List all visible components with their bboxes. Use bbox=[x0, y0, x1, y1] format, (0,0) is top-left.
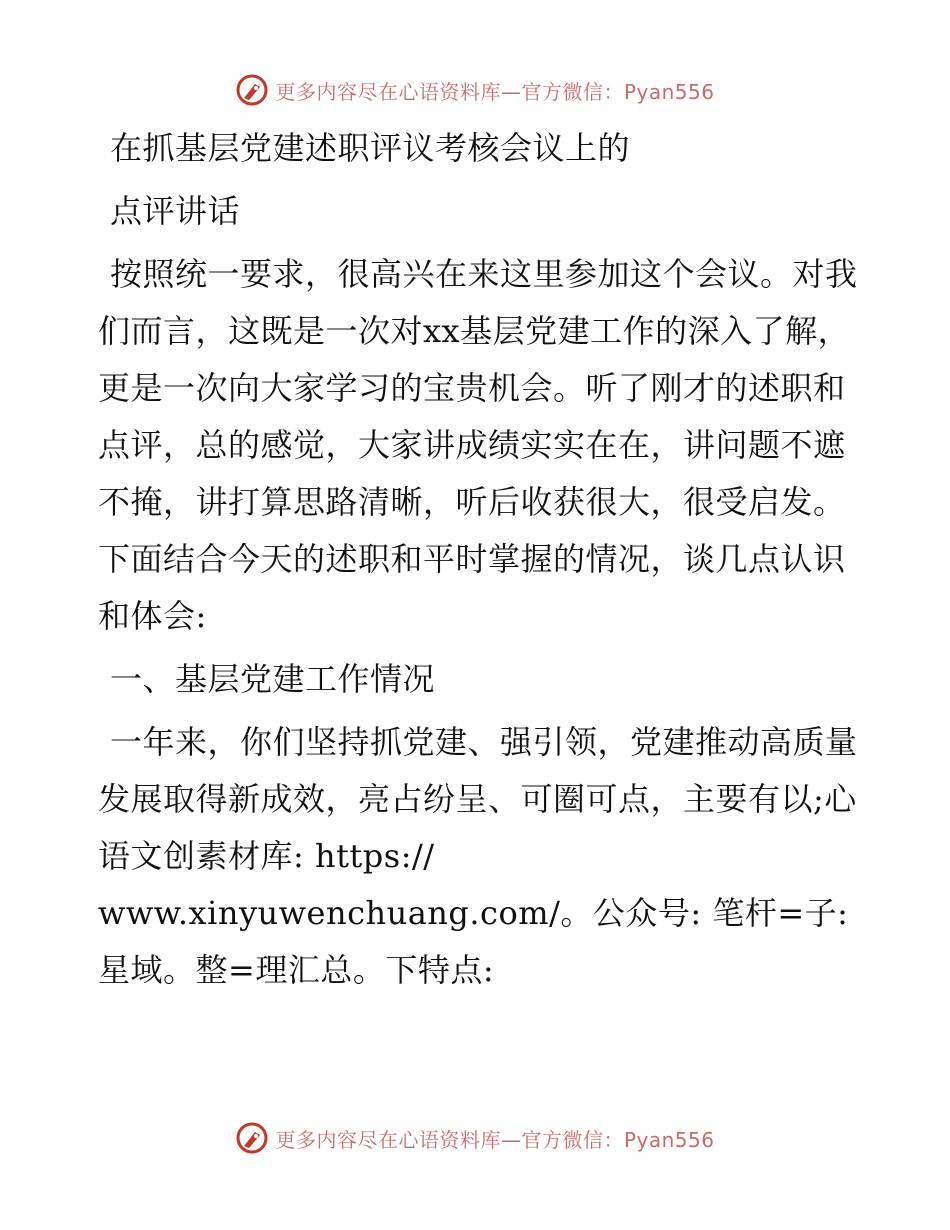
paragraph-achievements-line2: www.xinyuwenchuang.com/。公众号: 笔杆=子:星域。整=理汇总。下特点: bbox=[98, 894, 849, 989]
paragraph-achievements bbox=[98, 714, 858, 999]
section1-heading: 一、基层党建工作情况 bbox=[110, 660, 436, 698]
pen-nib-logo-icon bbox=[235, 73, 269, 107]
pen-nib-logo-icon bbox=[235, 1121, 269, 1155]
watermark-text: 更多内容尽在心语资料库—官方微信：Pyan556 bbox=[275, 1127, 715, 1152]
document-title-line2: 点评讲话 bbox=[110, 192, 241, 230]
watermark-text: 更多内容尽在心语资料库—官方微信：Pyan556 bbox=[275, 79, 715, 104]
paragraph-opening bbox=[98, 246, 858, 645]
header-watermark bbox=[0, 70, 950, 110]
document-title-line1: 在抓基层党建述职评议考核会议上的 bbox=[110, 129, 631, 167]
paragraph-opening-text: 按照统一要求，很高兴在来这里参加这个会议。对我们而言，这既是一次对xx基层党建工作的深入了解，更是一次向大家学习的宝贵机会。听了刚才的述职和点评，总的感觉，大家讲成绩实实在在，讲问题不遮不掩，讲打算思路清晰，听后收获很大，很受启发。下面结合今天的述职和平时掌握的情况，谈几点认识和体会: bbox=[98, 255, 858, 635]
footer-watermark bbox=[0, 1118, 950, 1158]
paragraph-achievements-line1: 一年来，你们坚持抓党建、强引领，党建推动高质量发展取得新成效，亮占纷呈、可圈可点，主要有以;心语文创素材库: https:// bbox=[98, 723, 858, 875]
document-body bbox=[98, 120, 858, 1005]
